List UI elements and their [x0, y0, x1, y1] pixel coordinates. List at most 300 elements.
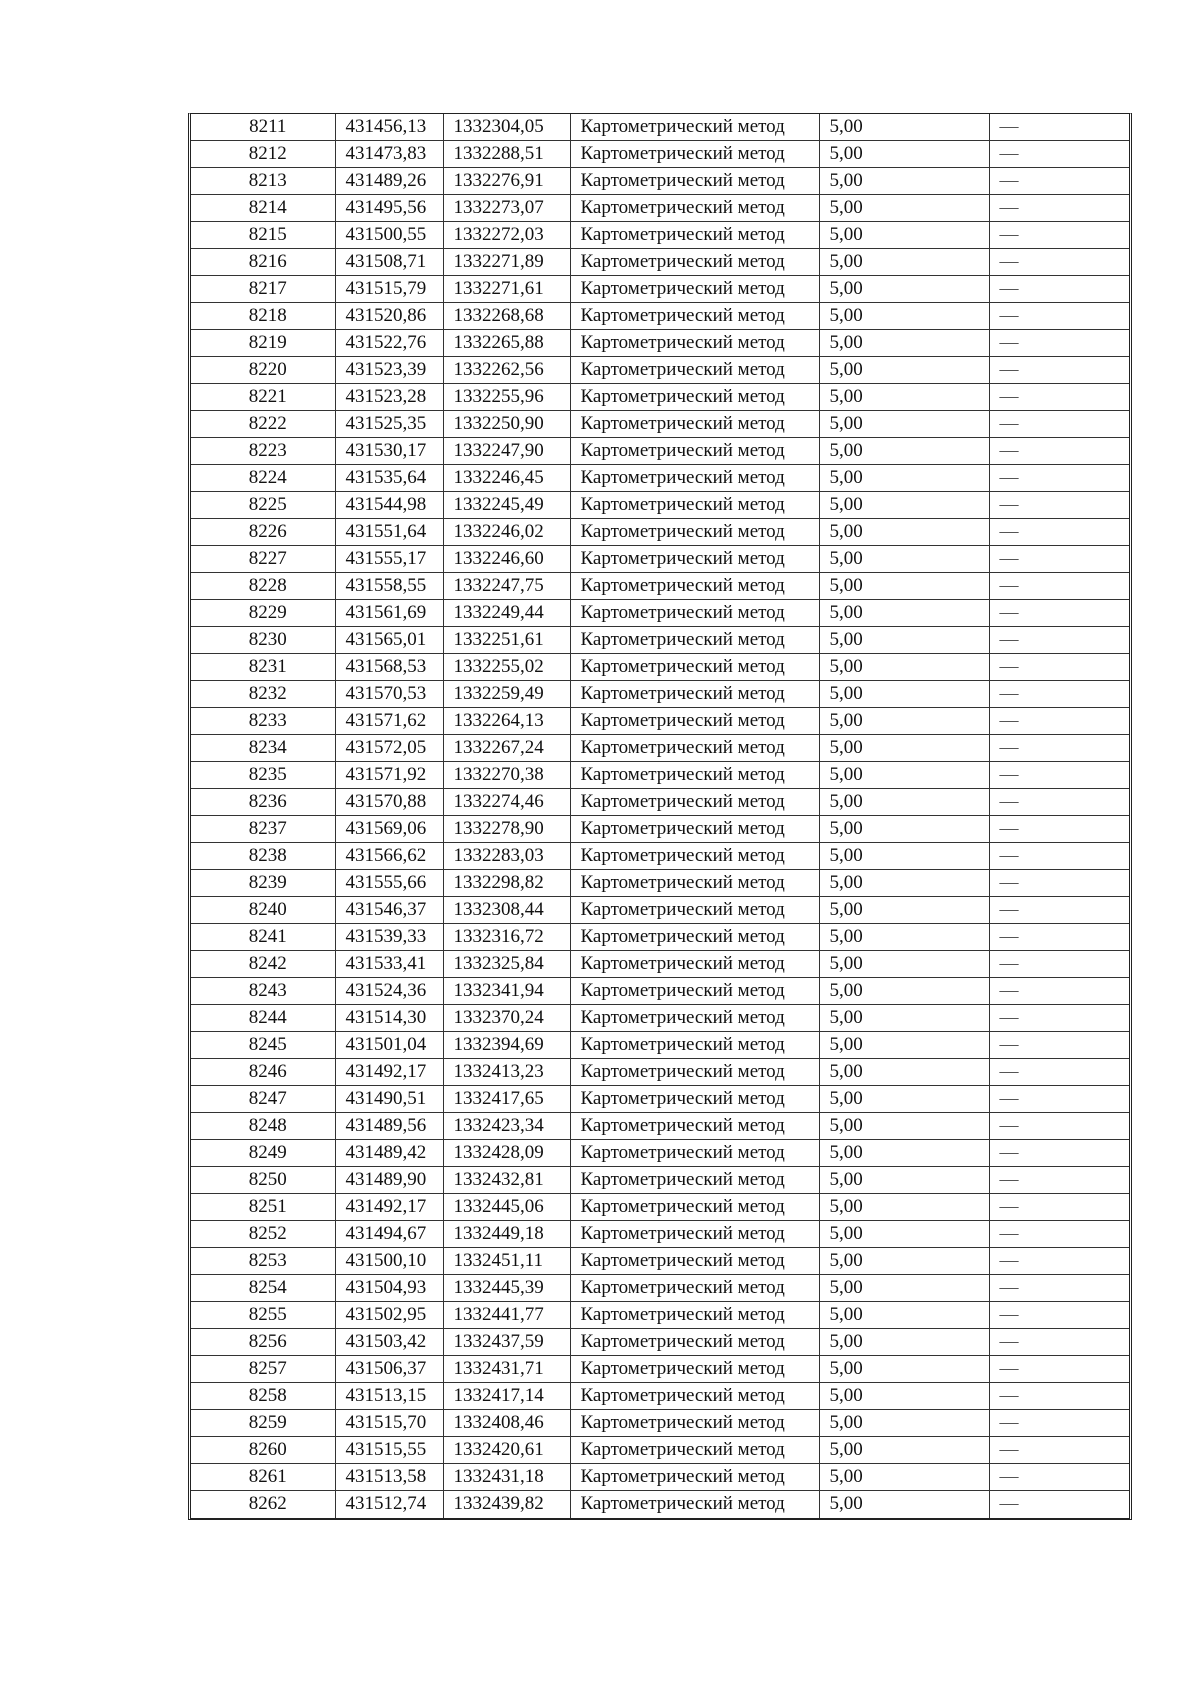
note-cell: —	[989, 1059, 1129, 1086]
method-cell: Картометрический метод	[570, 1113, 819, 1140]
method-cell: Картометрический метод	[570, 519, 819, 546]
accuracy-cell: 5,00	[819, 141, 989, 168]
table-row	[191, 330, 1129, 357]
accuracy-cell: 5,00	[819, 627, 989, 654]
point-number-cell: 8257	[191, 1356, 335, 1383]
accuracy-cell: 5,00	[819, 222, 989, 249]
note-cell: —	[989, 816, 1129, 843]
table-row	[191, 1221, 1129, 1248]
y-coordinate-cell: 1332271,89	[443, 249, 570, 276]
y-coordinate-cell: 1332408,46	[443, 1410, 570, 1437]
table-row	[191, 1437, 1129, 1464]
method-cell: Картометрический метод	[570, 654, 819, 681]
table-row	[191, 1167, 1129, 1194]
y-coordinate-cell: 1332246,02	[443, 519, 570, 546]
table-row	[191, 438, 1129, 465]
accuracy-cell: 5,00	[819, 546, 989, 573]
method-cell: Картометрический метод	[570, 897, 819, 924]
note-cell: —	[989, 681, 1129, 708]
y-coordinate-cell: 1332341,94	[443, 978, 570, 1005]
note-cell: —	[989, 1302, 1129, 1329]
method-cell: Картометрический метод	[570, 600, 819, 627]
method-cell: Картометрический метод	[570, 573, 819, 600]
table-row	[191, 1032, 1129, 1059]
x-coordinate-cell: 431530,17	[335, 438, 443, 465]
note-cell: —	[989, 438, 1129, 465]
point-number-cell: 8221	[191, 384, 335, 411]
method-cell: Картометрический метод	[570, 1032, 819, 1059]
accuracy-cell: 5,00	[819, 789, 989, 816]
note-cell: —	[989, 141, 1129, 168]
x-coordinate-cell: 431558,55	[335, 573, 443, 600]
x-coordinate-cell: 431520,86	[335, 303, 443, 330]
accuracy-cell: 5,00	[819, 978, 989, 1005]
accuracy-cell: 5,00	[819, 1248, 989, 1275]
method-cell: Картометрический метод	[570, 924, 819, 951]
method-cell: Картометрический метод	[570, 330, 819, 357]
point-number-cell: 8236	[191, 789, 335, 816]
table-row	[191, 1383, 1129, 1410]
point-number-cell: 8251	[191, 1194, 335, 1221]
table-row	[191, 168, 1129, 195]
table-row	[191, 519, 1129, 546]
table-row	[191, 897, 1129, 924]
note-cell: —	[989, 1032, 1129, 1059]
note-cell: —	[989, 1248, 1129, 1275]
accuracy-cell: 5,00	[819, 114, 989, 141]
x-coordinate-cell: 431571,92	[335, 762, 443, 789]
method-cell: Картометрический метод	[570, 492, 819, 519]
note-cell: —	[989, 1410, 1129, 1437]
method-cell: Картометрический метод	[570, 762, 819, 789]
accuracy-cell: 5,00	[819, 708, 989, 735]
method-cell: Картометрический метод	[570, 384, 819, 411]
y-coordinate-cell: 1332259,49	[443, 681, 570, 708]
x-coordinate-cell: 431501,04	[335, 1032, 443, 1059]
note-cell: —	[989, 114, 1129, 141]
point-number-cell: 8233	[191, 708, 335, 735]
point-number-cell: 8261	[191, 1464, 335, 1491]
table-row	[191, 573, 1129, 600]
x-coordinate-cell: 431524,36	[335, 978, 443, 1005]
point-number-cell: 8250	[191, 1167, 335, 1194]
point-number-cell: 8211	[191, 114, 335, 141]
method-cell: Картометрический метод	[570, 978, 819, 1005]
point-number-cell: 8222	[191, 411, 335, 438]
y-coordinate-cell: 1332262,56	[443, 357, 570, 384]
point-number-cell: 8229	[191, 600, 335, 627]
accuracy-cell: 5,00	[819, 1086, 989, 1113]
accuracy-cell: 5,00	[819, 1005, 989, 1032]
accuracy-cell: 5,00	[819, 465, 989, 492]
method-cell: Картометрический метод	[570, 1464, 819, 1491]
point-number-cell: 8245	[191, 1032, 335, 1059]
x-coordinate-cell: 431489,90	[335, 1167, 443, 1194]
accuracy-cell: 5,00	[819, 1383, 989, 1410]
table-row	[191, 141, 1129, 168]
y-coordinate-cell: 1332420,61	[443, 1437, 570, 1464]
point-number-cell: 8255	[191, 1302, 335, 1329]
method-cell: Картометрический метод	[570, 1194, 819, 1221]
accuracy-cell: 5,00	[819, 870, 989, 897]
method-cell: Картометрический метод	[570, 1086, 819, 1113]
accuracy-cell: 5,00	[819, 1437, 989, 1464]
accuracy-cell: 5,00	[819, 1140, 989, 1167]
accuracy-cell: 5,00	[819, 762, 989, 789]
method-cell: Картометрический метод	[570, 1140, 819, 1167]
accuracy-cell: 5,00	[819, 276, 989, 303]
point-number-cell: 8220	[191, 357, 335, 384]
x-coordinate-cell: 431539,33	[335, 924, 443, 951]
method-cell: Картометрический метод	[570, 141, 819, 168]
x-coordinate-cell: 431456,13	[335, 114, 443, 141]
accuracy-cell: 5,00	[819, 357, 989, 384]
accuracy-cell: 5,00	[819, 411, 989, 438]
table-row	[191, 1329, 1129, 1356]
note-cell: —	[989, 654, 1129, 681]
y-coordinate-cell: 1332278,90	[443, 816, 570, 843]
table-row	[191, 222, 1129, 249]
table-row	[191, 1005, 1129, 1032]
note-cell: —	[989, 627, 1129, 654]
table-row	[191, 249, 1129, 276]
accuracy-cell: 5,00	[819, 1167, 989, 1194]
table-row	[191, 1113, 1129, 1140]
method-cell: Картометрический метод	[570, 1221, 819, 1248]
note-cell: —	[989, 1113, 1129, 1140]
method-cell: Картометрический метод	[570, 546, 819, 573]
point-number-cell: 8260	[191, 1437, 335, 1464]
accuracy-cell: 5,00	[819, 600, 989, 627]
accuracy-cell: 5,00	[819, 1032, 989, 1059]
coordinates-table-frame	[188, 113, 1132, 1520]
y-coordinate-cell: 1332304,05	[443, 114, 570, 141]
table-row	[191, 465, 1129, 492]
note-cell: —	[989, 1275, 1129, 1302]
x-coordinate-cell: 431490,51	[335, 1086, 443, 1113]
method-cell: Картометрический метод	[570, 168, 819, 195]
x-coordinate-cell: 431489,56	[335, 1113, 443, 1140]
table-row	[191, 708, 1129, 735]
method-cell: Картометрический метод	[570, 1356, 819, 1383]
table-row	[191, 1086, 1129, 1113]
point-number-cell: 8225	[191, 492, 335, 519]
y-coordinate-cell: 1332264,13	[443, 708, 570, 735]
y-coordinate-cell: 1332250,90	[443, 411, 570, 438]
point-number-cell: 8262	[191, 1491, 335, 1518]
y-coordinate-cell: 1332245,49	[443, 492, 570, 519]
x-coordinate-cell: 431561,69	[335, 600, 443, 627]
x-coordinate-cell: 431551,64	[335, 519, 443, 546]
table-row	[191, 1410, 1129, 1437]
accuracy-cell: 5,00	[819, 249, 989, 276]
accuracy-cell: 5,00	[819, 384, 989, 411]
y-coordinate-cell: 1332283,03	[443, 843, 570, 870]
accuracy-cell: 5,00	[819, 1302, 989, 1329]
y-coordinate-cell: 1332276,91	[443, 168, 570, 195]
method-cell: Картометрический метод	[570, 1437, 819, 1464]
method-cell: Картометрический метод	[570, 1248, 819, 1275]
note-cell: —	[989, 897, 1129, 924]
point-number-cell: 8224	[191, 465, 335, 492]
point-number-cell: 8244	[191, 1005, 335, 1032]
x-coordinate-cell: 431568,53	[335, 654, 443, 681]
y-coordinate-cell: 1332316,72	[443, 924, 570, 951]
table-row	[191, 1275, 1129, 1302]
point-number-cell: 8243	[191, 978, 335, 1005]
table-row	[191, 1302, 1129, 1329]
method-cell: Картометрический метод	[570, 627, 819, 654]
x-coordinate-cell: 431525,35	[335, 411, 443, 438]
x-coordinate-cell: 431506,37	[335, 1356, 443, 1383]
note-cell: —	[989, 276, 1129, 303]
table-row	[191, 681, 1129, 708]
method-cell: Картометрический метод	[570, 1167, 819, 1194]
x-coordinate-cell: 431535,64	[335, 465, 443, 492]
accuracy-cell: 5,00	[819, 1275, 989, 1302]
point-number-cell: 8259	[191, 1410, 335, 1437]
table-row	[191, 492, 1129, 519]
x-coordinate-cell: 431513,15	[335, 1383, 443, 1410]
x-coordinate-cell: 431546,37	[335, 897, 443, 924]
note-cell: —	[989, 1194, 1129, 1221]
accuracy-cell: 5,00	[819, 1356, 989, 1383]
accuracy-cell: 5,00	[819, 573, 989, 600]
point-number-cell: 8227	[191, 546, 335, 573]
table-row	[191, 762, 1129, 789]
point-number-cell: 8238	[191, 843, 335, 870]
note-cell: —	[989, 1329, 1129, 1356]
point-number-cell: 8241	[191, 924, 335, 951]
method-cell: Картометрический метод	[570, 681, 819, 708]
accuracy-cell: 5,00	[819, 1491, 989, 1518]
note-cell: —	[989, 573, 1129, 600]
y-coordinate-cell: 1332308,44	[443, 897, 570, 924]
x-coordinate-cell: 431570,53	[335, 681, 443, 708]
method-cell: Картометрический метод	[570, 222, 819, 249]
table-row	[191, 600, 1129, 627]
method-cell: Картометрический метод	[570, 114, 819, 141]
table-row	[191, 276, 1129, 303]
method-cell: Картометрический метод	[570, 1329, 819, 1356]
table-row	[191, 303, 1129, 330]
note-cell: —	[999, 1493, 1019, 1515]
note-cell: —	[989, 1383, 1129, 1410]
table-row	[191, 735, 1129, 762]
note-cell: —	[989, 708, 1129, 735]
y-coordinate-cell: 1332451,11	[443, 1248, 570, 1275]
y-coordinate-cell: 1332255,02	[443, 654, 570, 681]
x-coordinate-cell: 431565,01	[335, 627, 443, 654]
note-cell: —	[989, 600, 1129, 627]
point-number-cell: 8240	[191, 897, 335, 924]
point-number-cell: 8234	[191, 735, 335, 762]
accuracy-cell: 5,00	[819, 1221, 989, 1248]
table-row	[191, 1140, 1129, 1167]
note-cell: —	[989, 978, 1129, 1005]
table-row	[191, 627, 1129, 654]
method-cell: Картометрический метод	[570, 708, 819, 735]
accuracy-cell: 5,00	[819, 735, 989, 762]
note-cell: —	[989, 303, 1129, 330]
note-cell: —	[989, 411, 1129, 438]
accuracy-cell: 5,00	[819, 330, 989, 357]
y-coordinate-cell: 1332439,82	[443, 1491, 570, 1518]
x-coordinate-cell: 431572,05	[335, 735, 443, 762]
point-number-cell: 8254	[191, 1275, 335, 1302]
x-coordinate-cell: 431512,74	[335, 1491, 443, 1518]
note-cell: —	[989, 546, 1129, 573]
coordinates-table-body	[191, 114, 1129, 1518]
table-row	[191, 546, 1129, 573]
y-coordinate-cell: 1332394,69	[443, 1032, 570, 1059]
y-coordinate-cell: 1332246,60	[443, 546, 570, 573]
x-coordinate-cell: 431500,10	[335, 1248, 443, 1275]
point-number-cell: 8228	[191, 573, 335, 600]
x-coordinate-cell: 431569,06	[335, 816, 443, 843]
table-row	[191, 951, 1129, 978]
accuracy-cell: 5,00	[819, 195, 989, 222]
method-cell: Картометрический метод	[570, 1005, 819, 1032]
method-cell: Картометрический метод	[570, 1302, 819, 1329]
table-row	[191, 1491, 1129, 1518]
note-cell: —	[989, 1464, 1129, 1491]
y-coordinate-cell: 1332449,18	[443, 1221, 570, 1248]
method-cell: Картометрический метод	[570, 789, 819, 816]
table-row	[191, 195, 1129, 222]
table-row	[191, 654, 1129, 681]
point-number-cell: 8242	[191, 951, 335, 978]
x-coordinate-cell: 431515,79	[335, 276, 443, 303]
method-cell: Картометрический метод	[570, 303, 819, 330]
x-coordinate-cell: 431514,30	[335, 1005, 443, 1032]
x-coordinate-cell: 431555,66	[335, 870, 443, 897]
note-cell: —	[989, 843, 1129, 870]
method-cell: Картометрический метод	[570, 735, 819, 762]
point-number-cell: 8215	[191, 222, 335, 249]
coordinates-table	[191, 114, 1129, 1518]
table-row	[191, 816, 1129, 843]
note-cell: —	[989, 1005, 1129, 1032]
accuracy-cell: 5,00	[819, 1329, 989, 1356]
method-cell: Картометрический метод	[570, 1410, 819, 1437]
accuracy-cell: 5,00	[819, 1113, 989, 1140]
point-number-cell: 8231	[191, 654, 335, 681]
point-number-cell: 8235	[191, 762, 335, 789]
y-coordinate-cell: 1332428,09	[443, 1140, 570, 1167]
table-row	[191, 1059, 1129, 1086]
method-cell: Картометрический метод	[570, 249, 819, 276]
method-cell: Картометрический метод	[570, 843, 819, 870]
note-cell: —	[989, 384, 1129, 411]
point-number-cell: 8212	[191, 141, 335, 168]
y-coordinate-cell: 1332274,46	[443, 789, 570, 816]
point-number-cell: 8214	[191, 195, 335, 222]
note-cell: —	[989, 924, 1129, 951]
y-coordinate-cell: 1332325,84	[443, 951, 570, 978]
y-coordinate-cell: 1332441,77	[443, 1302, 570, 1329]
note-cell: —	[989, 1221, 1129, 1248]
method-cell: Картометрический метод	[570, 816, 819, 843]
point-number-cell: 8218	[191, 303, 335, 330]
point-number-cell: 8253	[191, 1248, 335, 1275]
y-coordinate-cell: 1332247,90	[443, 438, 570, 465]
note-cell: —	[989, 168, 1129, 195]
note-cell: —	[989, 870, 1129, 897]
x-coordinate-cell: 431489,26	[335, 168, 443, 195]
y-coordinate-cell: 1332431,18	[443, 1464, 570, 1491]
note-cell: —	[989, 249, 1129, 276]
method-cell: Картометрический метод	[570, 438, 819, 465]
x-coordinate-cell: 431513,58	[335, 1464, 443, 1491]
y-coordinate-cell: 1332417,65	[443, 1086, 570, 1113]
y-coordinate-cell: 1332251,61	[443, 627, 570, 654]
y-coordinate-cell: 1332247,75	[443, 573, 570, 600]
y-coordinate-cell: 1332288,51	[443, 141, 570, 168]
method-cell: Картометрический метод	[570, 195, 819, 222]
accuracy-cell: 5,00	[819, 843, 989, 870]
y-coordinate-cell: 1332445,06	[443, 1194, 570, 1221]
note-cell: —	[989, 519, 1129, 546]
x-coordinate-cell: 431523,39	[335, 357, 443, 384]
point-number-cell: 8219	[191, 330, 335, 357]
note-cell: —	[989, 1167, 1129, 1194]
y-coordinate-cell: 1332268,68	[443, 303, 570, 330]
note-cell: —	[989, 735, 1129, 762]
x-coordinate-cell: 431555,17	[335, 546, 443, 573]
method-cell: Картометрический метод	[570, 465, 819, 492]
x-coordinate-cell: 431503,42	[335, 1329, 443, 1356]
x-coordinate-cell: 431570,88	[335, 789, 443, 816]
accuracy-cell: 5,00	[819, 492, 989, 519]
x-coordinate-cell: 431473,83	[335, 141, 443, 168]
note-cell: —	[989, 357, 1129, 384]
x-coordinate-cell: 431566,62	[335, 843, 443, 870]
note-cell: —	[989, 195, 1129, 222]
table-row	[191, 924, 1129, 951]
x-coordinate-cell: 431495,56	[335, 195, 443, 222]
accuracy-cell: 5,00	[819, 303, 989, 330]
table-row	[191, 1356, 1129, 1383]
table-row	[191, 978, 1129, 1005]
x-coordinate-cell: 431500,55	[335, 222, 443, 249]
accuracy-cell: 5,00	[819, 681, 989, 708]
note-cell: —	[989, 492, 1129, 519]
point-number-cell: 8246	[191, 1059, 335, 1086]
x-coordinate-cell: 431504,93	[335, 1275, 443, 1302]
x-coordinate-cell: 431571,62	[335, 708, 443, 735]
note-cell: —	[989, 762, 1129, 789]
y-coordinate-cell: 1332271,61	[443, 276, 570, 303]
method-cell: Картометрический метод	[570, 276, 819, 303]
x-coordinate-cell: 431494,67	[335, 1221, 443, 1248]
accuracy-cell: 5,00	[819, 519, 989, 546]
note-cell: —	[989, 330, 1129, 357]
accuracy-cell: 5,00	[819, 1464, 989, 1491]
y-coordinate-cell: 1332431,71	[443, 1356, 570, 1383]
x-coordinate-cell: 431492,17	[335, 1194, 443, 1221]
table-row	[191, 1464, 1129, 1491]
point-number-cell: 8217	[191, 276, 335, 303]
table-row	[191, 1248, 1129, 1275]
note-cell: —	[989, 951, 1129, 978]
method-cell: Картометрический метод	[570, 951, 819, 978]
method-cell: Картометрический метод	[570, 1491, 819, 1518]
note-cell: —	[989, 1437, 1129, 1464]
table-row	[191, 1194, 1129, 1221]
accuracy-cell: 5,00	[819, 1410, 989, 1437]
note-cell: —	[989, 465, 1129, 492]
